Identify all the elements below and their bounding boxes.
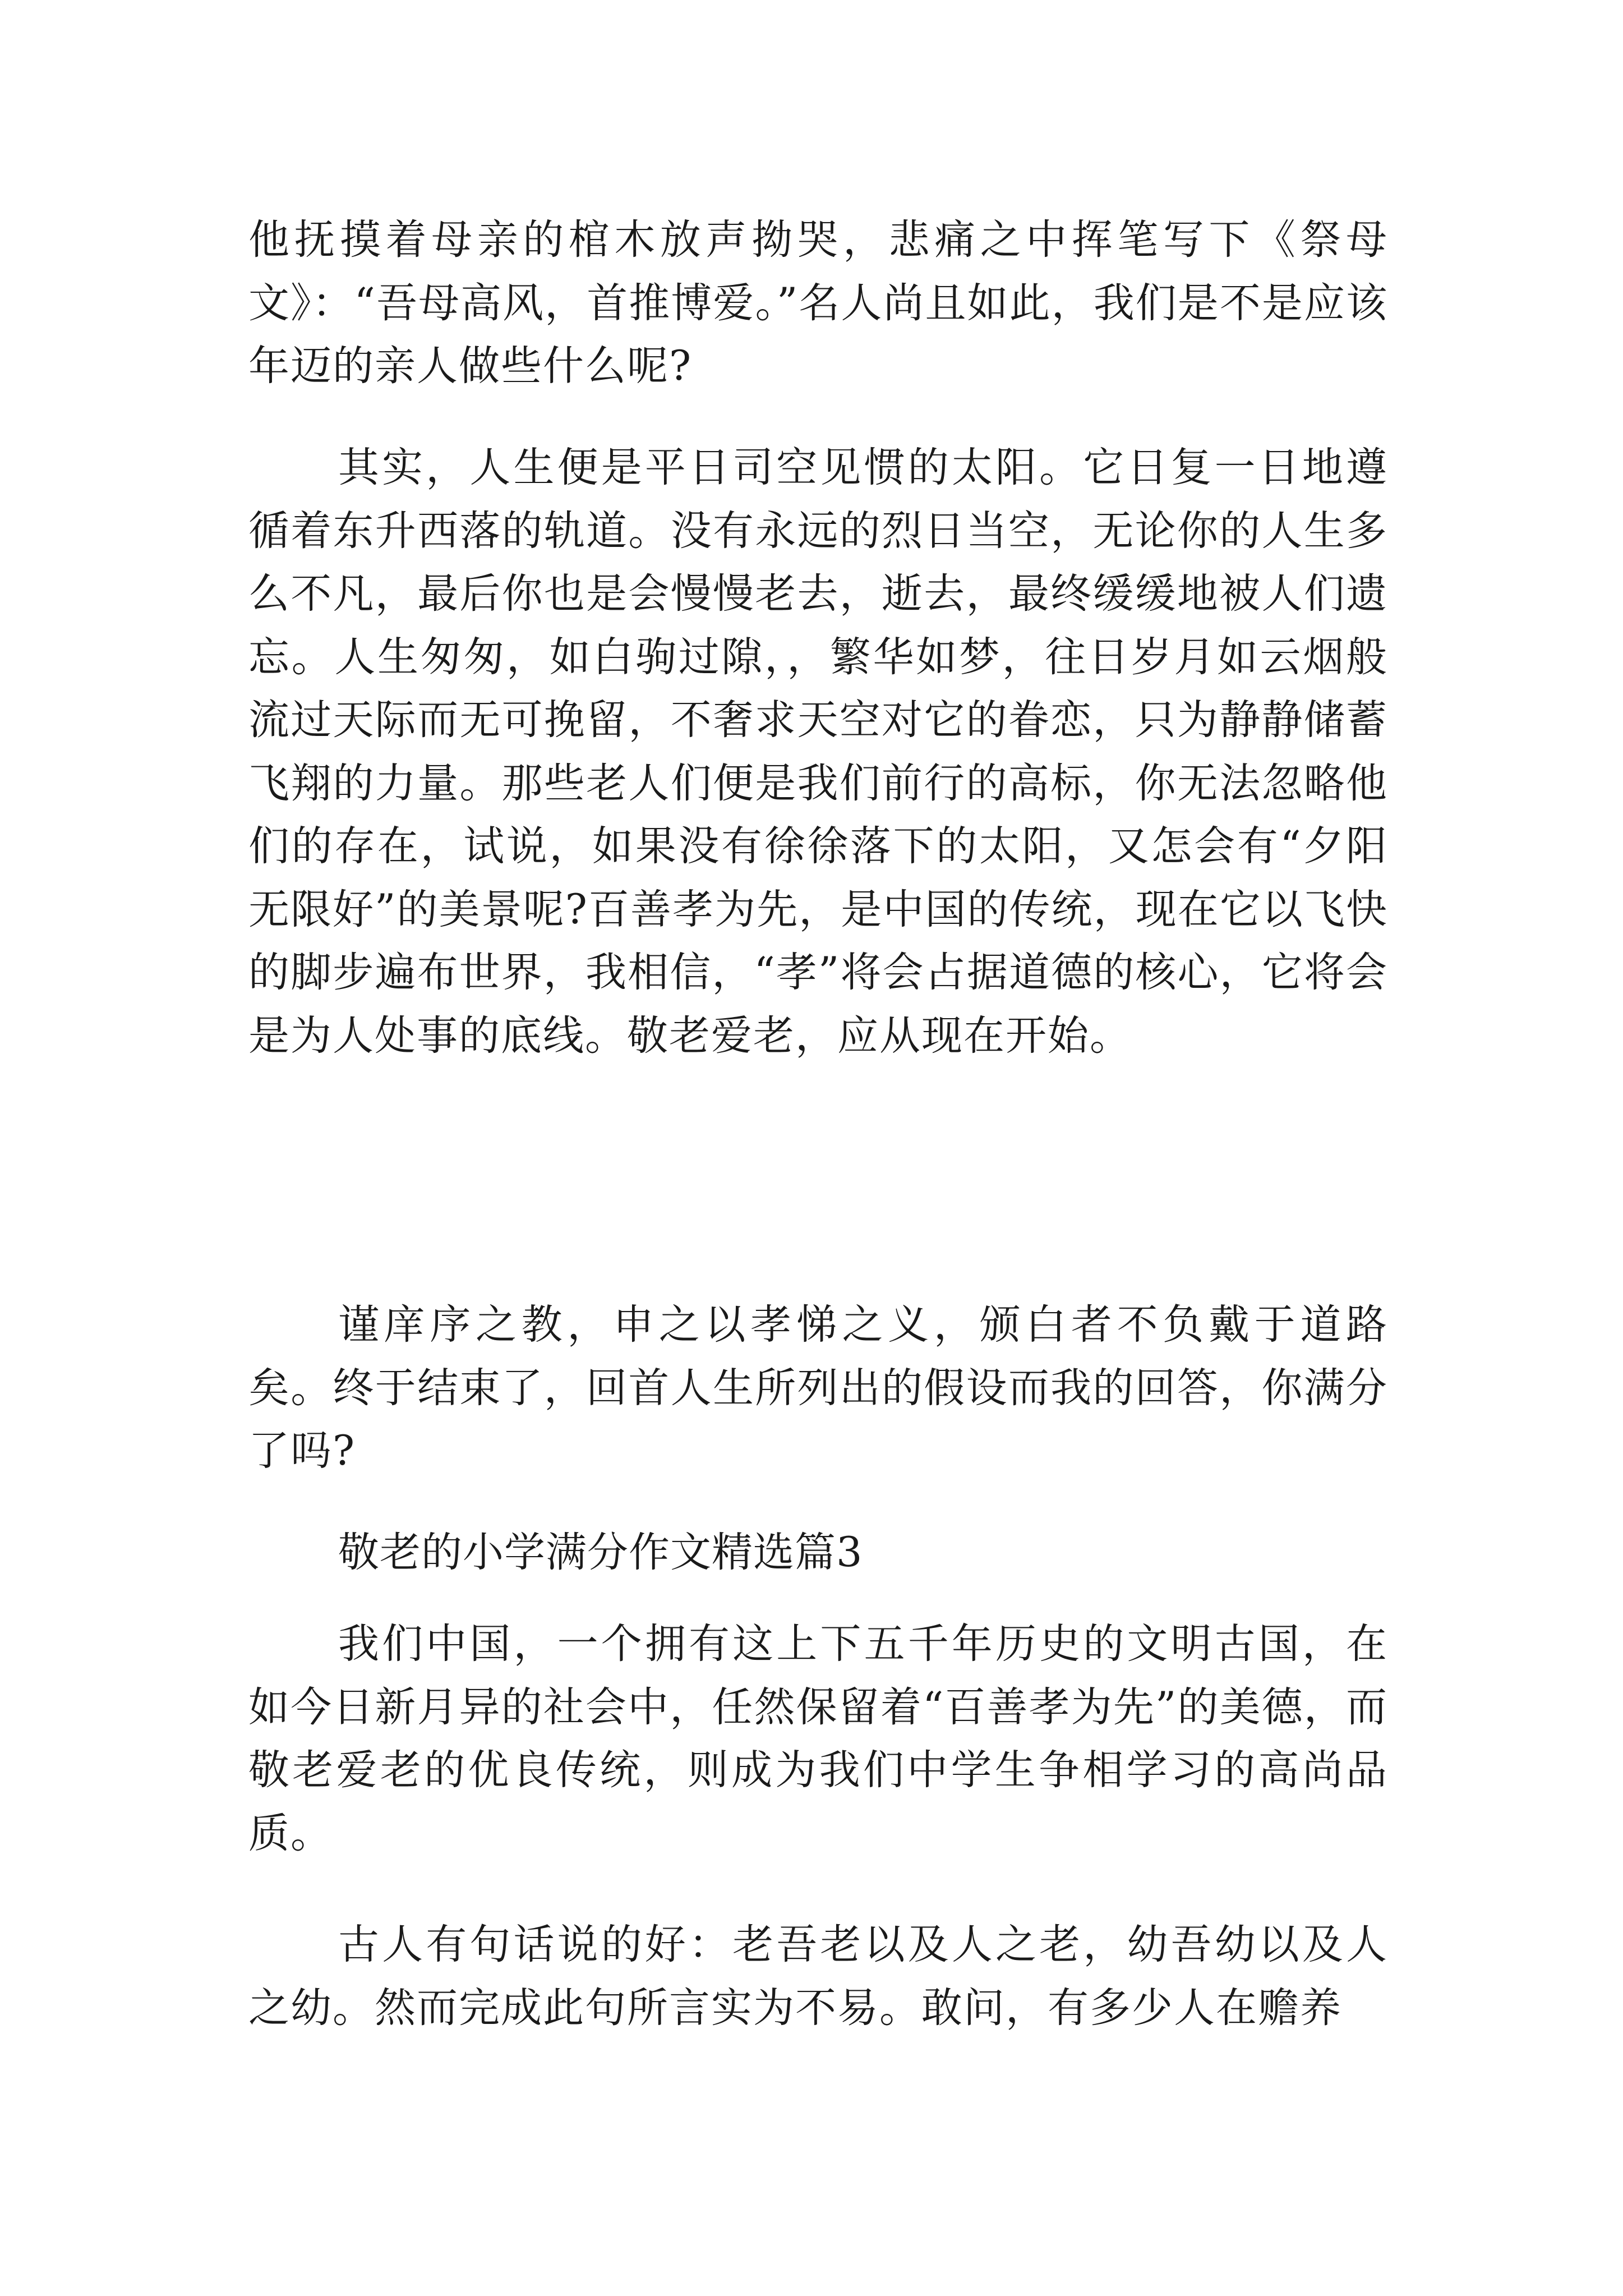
- paragraph: 其实，人生便是平日司空见惯的太阳。它日复一日地遵循着东升西落的轨道。没有永远的烈日当空，无论你的人生多么不凡，最后你也是会慢慢老去，逝去，最终缓缓地被人们遗忘。人生匆匆，如白驹过隙，，繁华如梦，往日岁月如云烟般流过天际而无可挽留，不奢求天空对它的眷恋，只为静静储蓄飞翔的力量。那些老人们便是我们前行的高标，你无法忽略他们的存在，试说，如果没有徐徐落下的太阳，又怎会有“夕阳无限好”的美景呢?百善孝为先，是中国的传统，现在它以飞快的脚步遍布世界，我相信，“孝”将会占据道德的核心，它将会是为人处事的底线。敬老爱老，应从现在开始。: [248, 444, 1388, 1060]
- paragraph: 古人有句话说的好：老吾老以及人之老，幼吾幼以及人之幼。然而完成此句所言实为不易。敢问，有多少人在赡养: [248, 1921, 1388, 2032]
- paragraph-continuation: [248, 209, 1388, 398]
- paragraph-block: [248, 1613, 1388, 1865]
- paragraph-block: [248, 1294, 1388, 1483]
- paragraph: 谨庠序之教，申之以孝悌之义，颁白者不负戴于道路矣。终于结束了，回首人生所列出的假设而我的回答，你满分了吗?: [248, 1301, 1388, 1475]
- paragraph: 我们中国，一个拥有这上下五千年历史的文明古国，在如今日新月异的社会中，任然保留着“百善孝为先”的美德，而敬老爱老的优良传统，则成为我们中学生争相学习的高尚品质。: [248, 1620, 1388, 1857]
- paragraph: 他抚摸着母亲的棺木放声拗哭，悲痛之中挥笔写下《祭母文》：“吾母高风，首推博爱。”名人尚且如此，我们是不是应该年迈的亲人做些什么呢?: [248, 216, 1388, 390]
- section-heading-block: [248, 1521, 1388, 1585]
- section-heading: 敬老的小学满分作文精选篇3: [338, 1529, 863, 1576]
- paragraph-block: [248, 436, 1388, 1068]
- paragraph-block: [248, 1913, 1388, 2040]
